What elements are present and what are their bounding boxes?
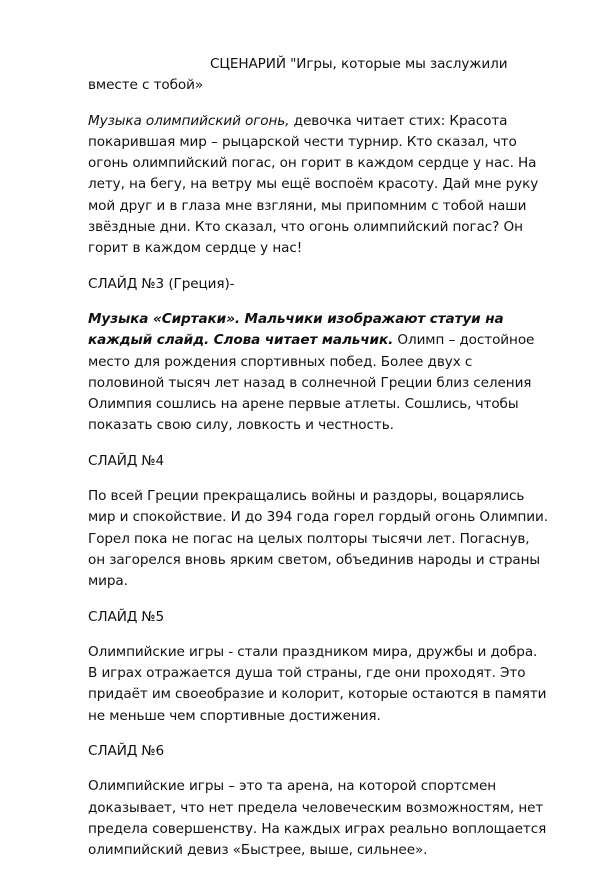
slide-4-heading: СЛАЙД №4 bbox=[88, 452, 165, 469]
slide-5-heading: СЛАЙД №5 bbox=[88, 608, 165, 625]
intro-music-cue: Музыка олимпийский огонь, bbox=[88, 112, 290, 129]
slide-3-paragraph bbox=[88, 309, 548, 437]
slide-3-stage-direction: Музыка «Сиртаки». Мальчики изображают статуи на каждый слайд. Слова читает мальчик. bbox=[88, 310, 504, 349]
slide-4-text: По всей Греции прекращались войны и раздоры, воцарялись мир и спокойствие. И до 394 года горел гордый огонь Олимпии. Горел пока не погас на целых полторы тысячи лет. Погаснув, он загорелся вновь ярким светом, объединив народы и страны мира. bbox=[88, 488, 548, 590]
slide-3-heading: СЛАЙД №3 (Греция)- bbox=[88, 275, 235, 292]
intro-paragraph bbox=[88, 111, 548, 260]
intro-poem-text: девочка читает стих: Красота покарившая мир – рыцарской чести турнир. Кто сказал, что огонь олимпийский погас, он горит в каждом сердце у нас. На лету, на бегу, на ветру мы ещё воспоём красоту. Дай мне руку мой друг и в глаза мне взгляни, мы припомним с тобой наши звёздные дни. Кто сказал, что огонь олимпийский погас? Он горит в каждом сердце у нас! bbox=[88, 112, 539, 257]
slide-6-text: Олимпийские игры – это та арена, на которой спортсмен доказывает, что нет предела человеческим возможностям, нет предела совершенству. На каждых играх реально воплощается олимпийский девиз «Быстрее, выше, сильнее». bbox=[88, 778, 547, 859]
document-title: СЦЕНАРИЙ "Игры, которые мы заслужили вместе с тобой» bbox=[88, 56, 508, 94]
slide-3-text: Олимп – достойное место для рождения спортивных побед. Более двух с половиной тысяч лет назад в солнечной Греции близ селения Олимпия сошлись на арене первые атлеты. Сошлись, чтобы показать свою силу, ловкость и честность. bbox=[88, 332, 535, 434]
slide-6-heading: СЛАЙД №6 bbox=[88, 743, 165, 760]
document-body bbox=[88, 54, 548, 876]
slide-5-text: Олимпийские игры - стали праздником мира, дружбы и добра. В играх отражается душа той страны, где они проходят. Это придаёт им своеобразие и колорит, которые остаются в памяти не меньше чем спортивные достижения. bbox=[88, 643, 547, 724]
